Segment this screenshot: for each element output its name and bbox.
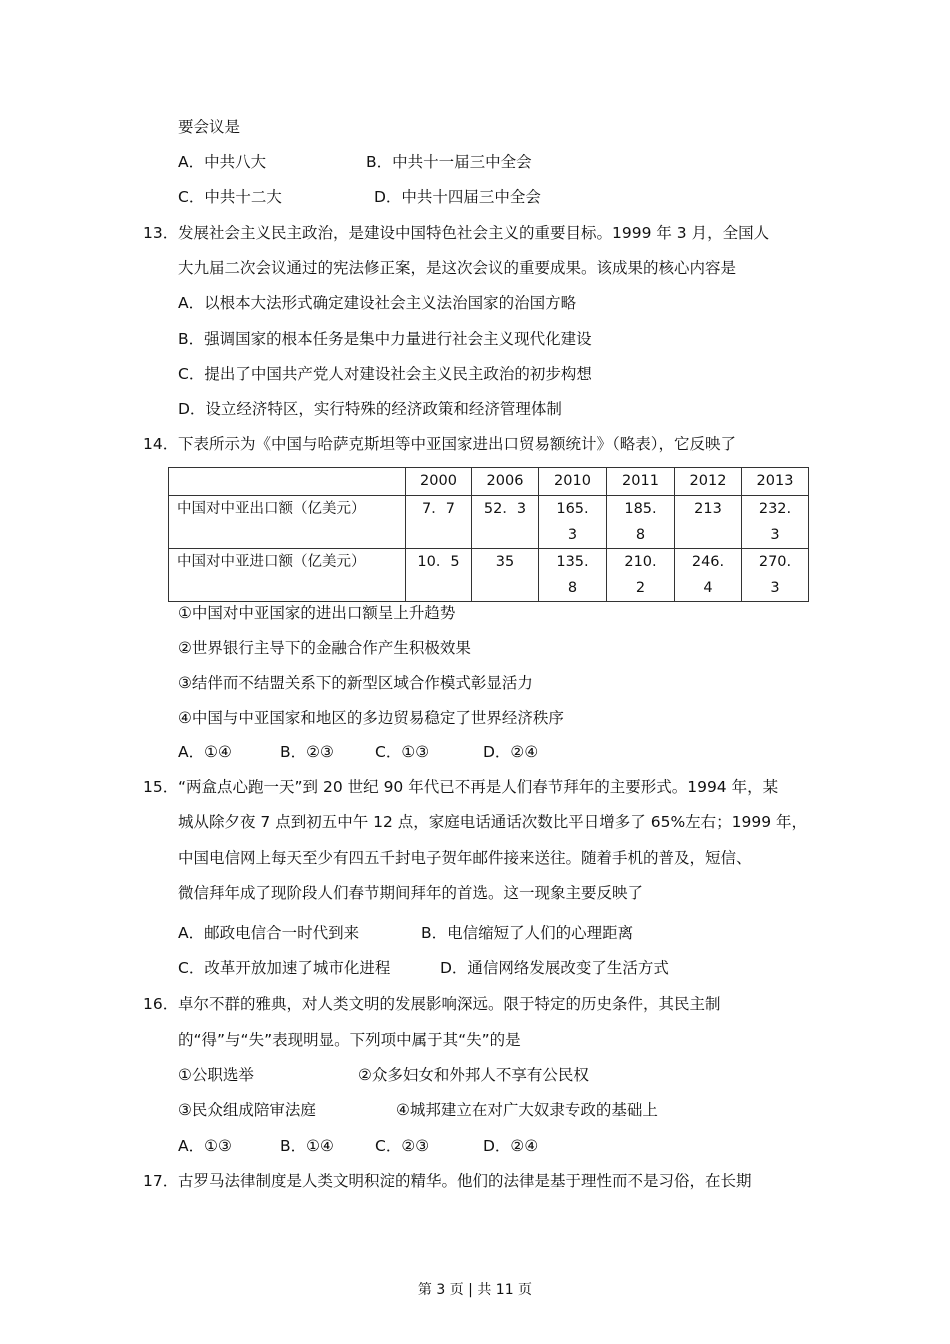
year-header: 2011 bbox=[607, 468, 675, 496]
statement: ②世界银行主导下的金融合作产生积极效果 bbox=[178, 639, 471, 657]
question-text: 下表所示为《中国与哈萨克斯坦等中亚国家进出口贸易额统计》（略表），它反映了 bbox=[178, 435, 737, 453]
cell: 246. 4 bbox=[675, 549, 742, 602]
option-b: B．中共十一届三中全会 bbox=[366, 153, 532, 171]
cell: 7．7 bbox=[406, 496, 472, 549]
option-c: C．中共十二大 bbox=[178, 188, 282, 206]
cell: 35 bbox=[472, 549, 539, 602]
option-b: B．②③ bbox=[280, 743, 334, 761]
cell: 165. 3 bbox=[539, 496, 607, 549]
cell: 185. 8 bbox=[607, 496, 675, 549]
statement: ④城邦建立在对广大奴隶专政的基础上 bbox=[396, 1101, 658, 1119]
option-a: A．以根本大法形式确定建设社会主义法治国家的治国方略 bbox=[178, 294, 577, 312]
table-header-blank bbox=[169, 468, 406, 496]
option-c: C．①③ bbox=[375, 743, 430, 761]
statement: ④中国与中亚国家和地区的多边贸易稳定了世界经济秩序 bbox=[178, 709, 564, 727]
cell: 10．5 bbox=[406, 549, 472, 602]
option-c: C．提出了中国共产党人对建设社会主义民主政治的初步构想 bbox=[178, 365, 592, 383]
cell: 135. 8 bbox=[539, 549, 607, 602]
option-c: C．②③ bbox=[375, 1137, 430, 1155]
question-text: “两盒点心跑一天”到 20 世纪 90 年代已不再是人们春节拜年的主要形式。1994 年，某 bbox=[178, 778, 779, 796]
cell: 210. 2 bbox=[607, 549, 675, 602]
option-a: A．邮政电信合一时代到来 bbox=[178, 924, 360, 942]
question-text: 卓尔不群的雅典，对人类文明的发展影响深远。限于特定的历史条件，其民主制 bbox=[178, 995, 721, 1013]
row-label: 中国对中亚出口额（亿美元） bbox=[169, 496, 406, 549]
year-header: 2006 bbox=[472, 468, 539, 496]
option-a: A．①③ bbox=[178, 1137, 232, 1155]
question-text: 古罗马法律制度是人类文明积淀的精华。他们的法律是基于理性而不是习俗，在长期 bbox=[178, 1172, 752, 1190]
cell: 270. 3 bbox=[742, 549, 809, 602]
option-a: A．①④ bbox=[178, 743, 232, 761]
question-number: 13． bbox=[143, 224, 179, 242]
question-text: 要会议是 bbox=[178, 118, 241, 136]
question-number: 17． bbox=[143, 1172, 179, 1190]
cell: 52．3 bbox=[472, 496, 539, 549]
question-number: 14． bbox=[143, 435, 179, 453]
question-text: 城从除夕夜 7 点到初五中午 12 点，家庭电话通话次数比平日增多了 65%左右；1999 年， bbox=[178, 813, 808, 831]
statement: ③结伴而不结盟关系下的新型区域合作模式彰显活力 bbox=[178, 674, 533, 692]
table-row bbox=[169, 496, 809, 549]
option-d: D．通信网络发展改变了生活方式 bbox=[440, 959, 669, 977]
option-b: B．①④ bbox=[280, 1137, 334, 1155]
option-d: D．设立经济特区，实行特殊的经济政策和经济管理体制 bbox=[178, 400, 562, 418]
year-header: 2000 bbox=[406, 468, 472, 496]
trade-table bbox=[168, 467, 809, 602]
cell: 213 bbox=[675, 496, 742, 549]
statement: ①公职选举 bbox=[178, 1066, 254, 1084]
option-d: D．中共十四届三中全会 bbox=[374, 188, 541, 206]
page-footer: 第 3 页 | 共 11 页 bbox=[417, 1282, 533, 1298]
option-d: D．②④ bbox=[483, 1137, 539, 1155]
question-number: 15． bbox=[143, 778, 179, 796]
year-header: 2012 bbox=[675, 468, 742, 496]
question-text: 中国电信网上每天至少有四五千封电子贺年邮件接来送往。随着手机的普及，短信、 bbox=[178, 849, 752, 867]
option-a: A．中共八大 bbox=[178, 153, 267, 171]
year-header: 2013 bbox=[742, 468, 809, 496]
table-row bbox=[169, 549, 809, 602]
question-text: 发展社会主义民主政治，是建设中国特色社会主义的重要目标。1999 年 3 月，全国人 bbox=[178, 224, 770, 242]
statement: ①中国对中亚国家的进出口额呈上升趋势 bbox=[178, 604, 456, 622]
question-number: 16． bbox=[143, 995, 179, 1013]
option-d: D．②④ bbox=[483, 743, 539, 761]
question-text: 微信拜年成了现阶段人们春节期间拜年的首选。这一现象主要反映了 bbox=[178, 884, 644, 902]
option-c: C．改革开放加速了城市化进程 bbox=[178, 959, 391, 977]
option-b: B．电信缩短了人们的心理距离 bbox=[421, 924, 634, 942]
statement: ②众多妇女和外邦人不享有公民权 bbox=[358, 1066, 589, 1084]
option-b: B．强调国家的根本任务是集中力量进行社会主义现代化建设 bbox=[178, 330, 592, 348]
row-label: 中国对中亚进口额（亿美元） bbox=[169, 549, 406, 602]
statement: ③民众组成陪审法庭 bbox=[178, 1101, 316, 1119]
question-text: 大九届二次会议通过的宪法修正案，是这次会议的重要成果。该成果的核心内容是 bbox=[178, 259, 737, 277]
question-text: 的“得”与“失”表现明显。下列项中属于其“失”的是 bbox=[178, 1031, 521, 1049]
cell: 232. 3 bbox=[742, 496, 809, 549]
year-header: 2010 bbox=[539, 468, 607, 496]
